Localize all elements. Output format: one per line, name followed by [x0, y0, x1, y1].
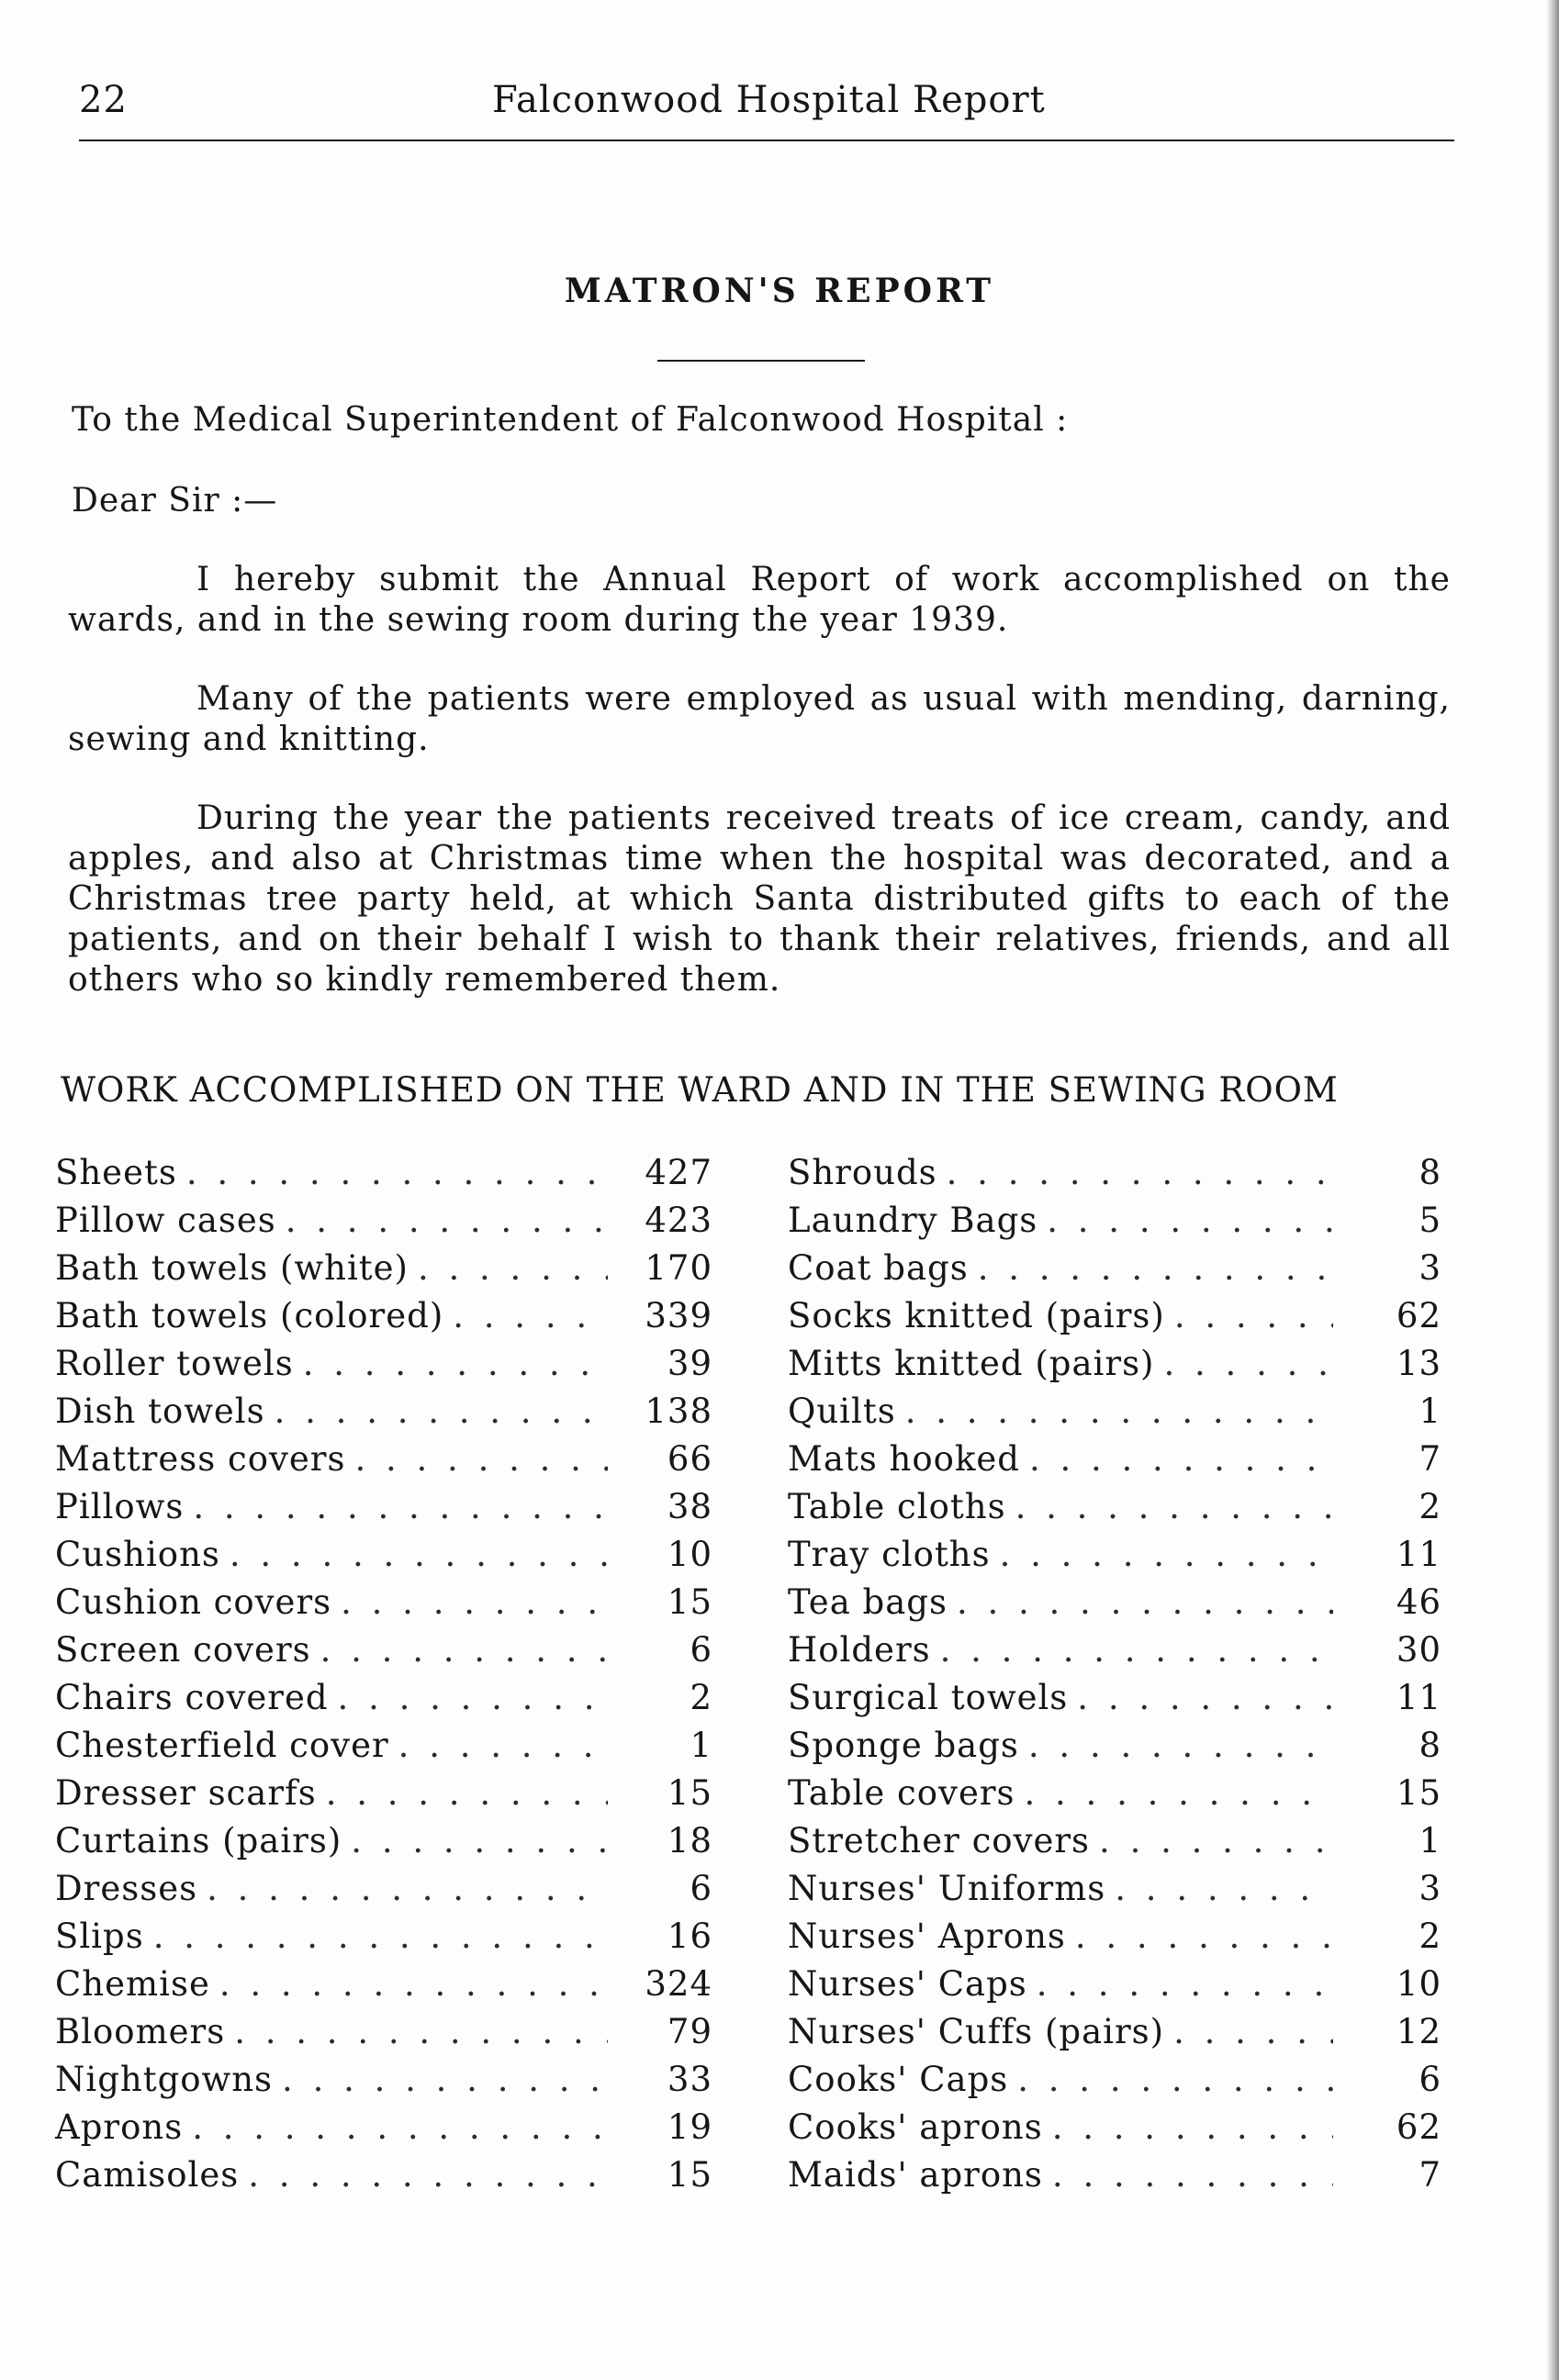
report-title: MATRON'S REPORT [564, 272, 995, 310]
work-item-count: 3 [1419, 1869, 1441, 1908]
work-item-count: 15 [667, 2155, 712, 2195]
dot-leader [1015, 1483, 1333, 1531]
work-item-row [55, 2056, 712, 2104]
work-item-label: Nurses' Uniforms [788, 1869, 1106, 1908]
work-item-label: Chesterfield cover [55, 1726, 389, 1765]
work-item-row [55, 1292, 712, 1340]
work-item-count: 15 [1396, 1773, 1441, 1813]
dot-leader [354, 1436, 608, 1483]
salutation-greeting: Dear Sir :— [72, 482, 278, 520]
work-item-row [55, 1817, 712, 1865]
work-item-label: Surgical towels [788, 1678, 1069, 1717]
dot-leader [957, 1579, 1333, 1626]
work-item-count: 13 [1396, 1344, 1441, 1383]
work-item-label: Bath towels (colored) [55, 1296, 444, 1335]
dot-leader [1028, 1722, 1333, 1770]
work-item-row [788, 1292, 1441, 1340]
work-item-row [788, 2056, 1441, 2104]
work-item-label: Roller towels [55, 1344, 294, 1383]
work-item-label: Mats hooked [788, 1439, 1020, 1479]
work-item-count: 11 [1396, 1535, 1441, 1574]
work-item-row [55, 2008, 712, 2056]
work-item-count: 6 [690, 1869, 712, 1908]
work-item-label: Curtains (pairs) [55, 1821, 342, 1860]
dot-leader [905, 1388, 1333, 1436]
work-item-count: 10 [667, 1535, 712, 1574]
work-item-count: 1 [690, 1726, 712, 1765]
work-item-count: 8 [1419, 1153, 1441, 1192]
work-item-count: 11 [1396, 1678, 1441, 1717]
work-item-row [788, 1149, 1441, 1197]
dot-leader [192, 2104, 608, 2151]
work-table-heading: WORK ACCOMPLISHED ON THE WARD AND IN THE SEWING ROOM [61, 1070, 1339, 1110]
work-item-label: Nightgowns [55, 2060, 274, 2099]
work-item-count: 6 [1419, 2060, 1441, 2099]
dot-leader [940, 1626, 1333, 1674]
dot-leader [186, 1149, 608, 1197]
dot-leader [978, 1245, 1333, 1292]
work-item-label: Pillow cases [55, 1201, 276, 1240]
dot-leader [1075, 1913, 1333, 1961]
work-item-row [55, 1865, 712, 1913]
work-item-label: Table cloths [788, 1487, 1006, 1526]
work-item-label: Dresser scarfs [55, 1773, 317, 1813]
dot-leader [326, 1770, 608, 1817]
dot-leader [947, 1149, 1333, 1197]
work-item-row [788, 1674, 1441, 1722]
dot-leader [1077, 1674, 1333, 1722]
work-item-count: 5 [1419, 1201, 1441, 1240]
work-item-label: Bath towels (white) [55, 1248, 409, 1288]
work-item-row [55, 1245, 712, 1292]
work-item-count: 423 [645, 1201, 712, 1240]
work-item-count: 38 [667, 1487, 712, 1526]
work-item-row [55, 1961, 712, 2008]
dot-leader [193, 1483, 608, 1531]
work-item-row [55, 1722, 712, 1770]
dot-leader [230, 1531, 608, 1579]
work-item-label: Nurses' Aprons [788, 1916, 1066, 1956]
page-header [79, 79, 1456, 134]
work-item-count: 30 [1396, 1630, 1441, 1670]
work-item-row [788, 1865, 1441, 1913]
work-item-count: 39 [667, 1344, 712, 1383]
work-item-label: Chairs covered [55, 1678, 329, 1717]
work-item-row [788, 1483, 1441, 1531]
work-item-row [55, 1340, 712, 1388]
work-item-count: 3 [1419, 1248, 1441, 1288]
work-item-count: 79 [667, 2012, 712, 2051]
work-item-label: Holders [788, 1630, 931, 1670]
work-item-label: Dish towels [55, 1391, 265, 1431]
work-item-label: Mattress covers [55, 1439, 346, 1479]
work-item-row [788, 1961, 1441, 2008]
dot-leader [1173, 2008, 1333, 2056]
dot-leader [153, 1913, 608, 1961]
work-item-row [788, 1913, 1441, 1961]
report-paragraph: I hereby submit the Annual Report of work accomplished on the wards, and in the sewing room during the year 1939. [68, 561, 1451, 639]
work-item-count: 62 [1396, 1296, 1441, 1335]
page-number: 22 [79, 79, 128, 121]
work-item-label: Pillows [55, 1487, 185, 1526]
work-item-label: Socks knitted (pairs) [788, 1296, 1165, 1335]
dot-leader [1174, 1292, 1333, 1340]
work-item-count: 324 [645, 1964, 712, 2004]
work-item-label: Tea bags [788, 1582, 948, 1622]
work-item-row [55, 1197, 712, 1245]
work-item-label: Maids' aprons [788, 2155, 1043, 2195]
dot-leader [1017, 2056, 1333, 2104]
dot-leader [303, 1340, 608, 1388]
work-item-count: 1 [1419, 1391, 1441, 1431]
work-item-label: Sheets [55, 1153, 177, 1192]
work-item-row [788, 1388, 1441, 1436]
work-item-row [788, 1817, 1441, 1865]
work-item-count: 7 [1419, 1439, 1441, 1479]
dot-leader [338, 1674, 608, 1722]
work-item-label: Cushion covers [55, 1582, 332, 1622]
work-item-row [788, 2104, 1441, 2151]
dot-leader [275, 1388, 608, 1436]
dot-leader [341, 1579, 608, 1626]
dot-leader [1052, 2151, 1333, 2199]
work-item-label: Laundry Bags [788, 1201, 1038, 1240]
work-item-label: Cooks' Caps [788, 2060, 1009, 2099]
work-item-count: 8 [1419, 1726, 1441, 1765]
work-item-count: 138 [645, 1391, 712, 1431]
work-item-row [788, 1770, 1441, 1817]
work-item-row [55, 1770, 712, 1817]
work-item-row [788, 1245, 1441, 1292]
work-item-count: 33 [667, 2060, 712, 2099]
work-item-label: Table covers [788, 1773, 1015, 1813]
dot-leader [207, 1865, 608, 1913]
dot-leader [282, 2056, 608, 2104]
dot-leader [1037, 1961, 1333, 2008]
work-item-count: 2 [1419, 1916, 1441, 1956]
work-item-row [788, 1722, 1441, 1770]
report-paragraph: Many of the patients were employed as usual with mending, darning, sewing and knitting. [68, 680, 1451, 758]
work-item-count: 339 [645, 1296, 712, 1335]
dot-leader [351, 1817, 608, 1865]
work-item-count: 12 [1396, 2012, 1441, 2051]
work-item-row [55, 2104, 712, 2151]
work-item-label: Chemise [55, 1964, 210, 2004]
work-item-label: Nurses' Caps [788, 1964, 1027, 2004]
dot-leader [286, 1197, 608, 1245]
report-paragraph: During the year the patients received treats of ice cream, candy, and apples, and also at Christmas time when the hospital was decorated, and a Christmas tree party held, at which Santa distributed gifts to each of the patients, and on their behalf I wish to thank their relatives, friends, and all others who so kindly remembered them. [68, 799, 1451, 999]
dot-leader [453, 1292, 608, 1340]
work-item-row [788, 2151, 1441, 2199]
work-item-label: Bloomers [55, 2012, 226, 2051]
work-item-label: Cooks' aprons [788, 2107, 1043, 2147]
work-item-row [788, 1531, 1441, 1579]
work-item-count: 170 [645, 1248, 712, 1288]
work-item-label: Cushions [55, 1535, 220, 1574]
work-item-row [788, 1579, 1441, 1626]
work-item-count: 427 [645, 1153, 712, 1192]
work-item-row [788, 1436, 1441, 1483]
work-item-row [55, 2151, 712, 2199]
work-item-row [55, 1579, 712, 1626]
work-item-row [55, 1674, 712, 1722]
work-item-label: Tray cloths [788, 1535, 991, 1574]
dot-leader [1052, 2104, 1333, 2151]
dot-leader [1000, 1531, 1333, 1579]
work-item-count: 46 [1396, 1582, 1441, 1622]
work-item-count: 6 [690, 1630, 712, 1670]
work-item-count: 15 [667, 1773, 712, 1813]
work-item-label: Aprons [55, 2107, 184, 2147]
dot-leader [1029, 1436, 1333, 1483]
work-item-count: 2 [1419, 1487, 1441, 1526]
title-rule [657, 360, 865, 362]
dot-leader [1164, 1340, 1334, 1388]
work-item-count: 66 [667, 1439, 712, 1479]
dot-leader [418, 1245, 608, 1292]
dot-leader [219, 1961, 608, 2008]
work-item-count: 62 [1396, 2107, 1441, 2147]
work-item-row [788, 2008, 1441, 2056]
dot-leader [248, 2151, 608, 2199]
work-item-count: 18 [667, 1821, 712, 1860]
work-item-row [55, 1436, 712, 1483]
work-item-row [55, 1531, 712, 1579]
work-item-count: 2 [690, 1678, 712, 1717]
header-rule [79, 140, 1454, 141]
work-item-row [788, 1340, 1441, 1388]
work-item-label: Sponge bags [788, 1726, 1019, 1765]
work-item-row [55, 1388, 712, 1436]
work-item-count: 15 [667, 1582, 712, 1622]
work-item-label: Quilts [788, 1391, 896, 1431]
work-item-label: Screen covers [55, 1630, 311, 1670]
work-item-count: 7 [1419, 2155, 1441, 2195]
work-item-count: 1 [1419, 1821, 1441, 1860]
dot-leader [1099, 1817, 1333, 1865]
work-item-count: 10 [1396, 1964, 1441, 2004]
work-item-row [55, 1626, 712, 1674]
work-item-count: 16 [667, 1916, 712, 1956]
work-item-count: 19 [667, 2107, 712, 2147]
work-list-left [55, 1149, 712, 2199]
page-edge-shadow [1546, 0, 1559, 2380]
work-item-label: Shrouds [788, 1153, 937, 1192]
work-item-row [55, 1913, 712, 1961]
work-item-label: Dresses [55, 1869, 198, 1908]
dot-leader [1025, 1770, 1333, 1817]
work-item-row [55, 1483, 712, 1531]
salutation-recipient: To the Medical Superintendent of Falconwood Hospital : [72, 401, 1069, 439]
work-item-label: Mitts knitted (pairs) [788, 1344, 1155, 1383]
work-item-row [788, 1626, 1441, 1674]
work-item-label: Coat bags [788, 1248, 969, 1288]
dot-leader [1047, 1197, 1333, 1245]
dot-leader [320, 1626, 608, 1674]
dot-leader [398, 1722, 608, 1770]
work-item-label: Nurses' Cuffs (pairs) [788, 2012, 1165, 2051]
dot-leader [1115, 1865, 1333, 1913]
dot-leader [234, 2008, 608, 2056]
work-list-right [788, 1149, 1441, 2199]
work-item-row [55, 1149, 712, 1197]
work-item-row [788, 1197, 1441, 1245]
work-item-label: Slips [55, 1916, 144, 1956]
running-title: Falconwood Hospital Report [492, 79, 1046, 121]
work-item-label: Camisoles [55, 2155, 240, 2195]
work-item-label: Stretcher covers [788, 1821, 1091, 1860]
